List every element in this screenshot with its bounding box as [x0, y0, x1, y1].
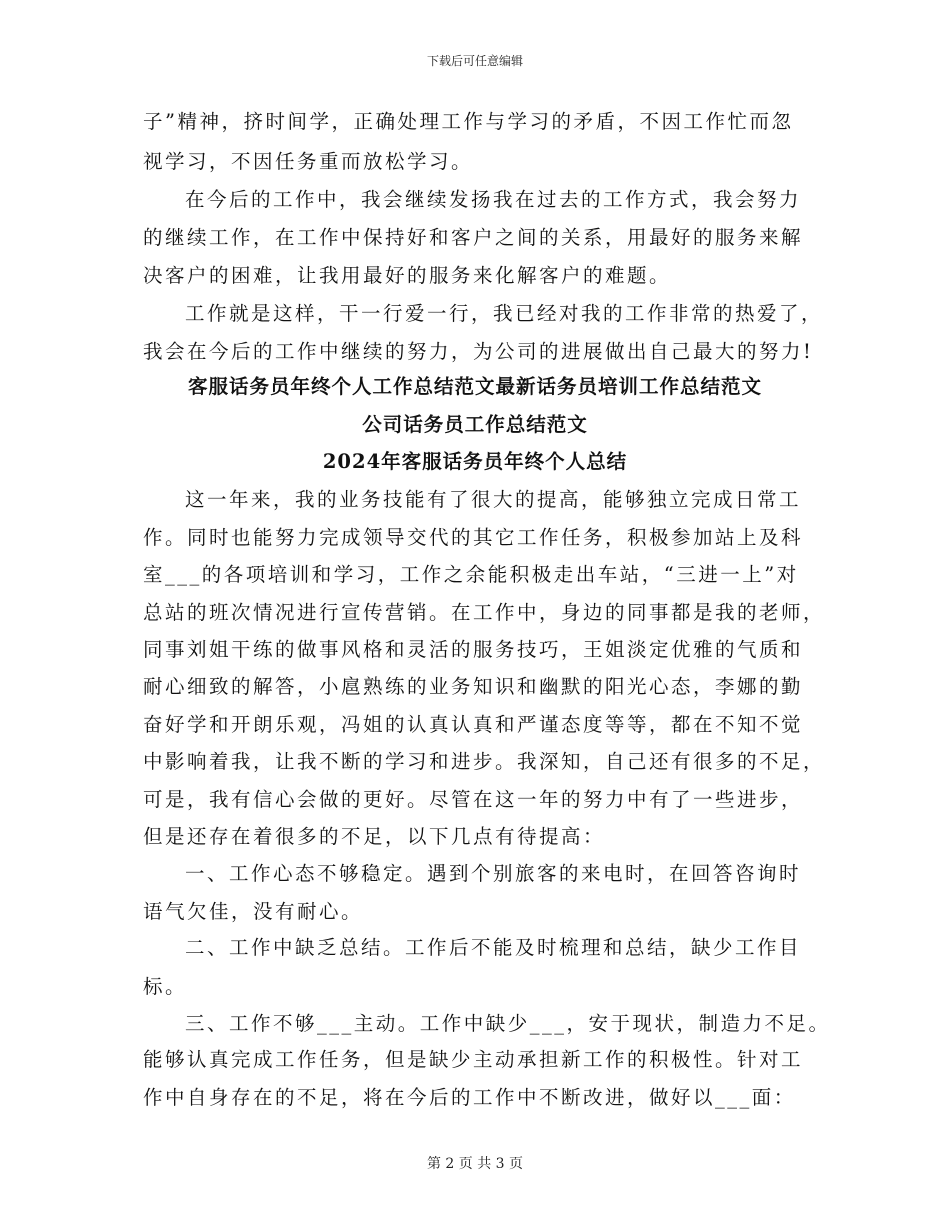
- page-header: 下载后可任意编辑: [426, 54, 523, 68]
- body-line: 奋好学和开朗乐观，冯姐的认真认真和严谨态度等等，都在不知不觉: [143, 713, 804, 736]
- body-line: 我会在今后的工作中继续的努力，为公司的进展做出自己最大的努力!: [143, 340, 814, 363]
- body-line: 室___的各项培训和学习，工作之余能积极走出车站，“三进一上”对: [143, 563, 799, 586]
- section-title: 客服话务员年终个人工作总结范文最新话务员培训工作总结范文: [187, 375, 762, 398]
- body-line: 决客户的困难，让我用最好的服务来化解客户的难题。: [143, 264, 672, 287]
- body-line: 可是，我有信心会做的更好。尽管在这一年的努力中有了一些进步，: [143, 788, 804, 811]
- body-line: 这一年来，我的业务技能有了很大的提高，能够独立完成日常工: [185, 488, 802, 511]
- body-line: 在今后的工作中，我会继续发扬我在过去的工作方式，我会努力: [185, 188, 802, 211]
- body-line: 二、工作中缺乏总结。工作后不能及时梳理和总结，缺少工作目: [185, 936, 802, 959]
- body-line: 中影响着我，让我不断的学习和进步。我深知，自己还有很多的不足，: [143, 750, 826, 773]
- body-line: 一、工作心态不够稳定。遇到个别旅客的来电时，在回答咨询时: [185, 862, 802, 885]
- body-line: 作。同时也能努力完成领导交代的其它工作任务，积极参加站上及科: [143, 526, 804, 549]
- body-line: 标。: [143, 975, 188, 998]
- body-line: 同事刘姐干练的做事风格和灵活的服务技巧，王姐淡定优雅的气质和: [143, 638, 804, 661]
- body-line: 但是还存在着很多的不足，以下几点有待提高：: [143, 825, 606, 848]
- body-line: 语气欠佳，没有耐心。: [143, 900, 364, 923]
- page-footer: 第 2 页 共 3 页: [426, 1156, 524, 1172]
- body-line: 耐心细致的解答，小扈熟练的业务知识和幽默的阳光心态，李娜的勤: [143, 675, 804, 698]
- section-title: 2024年客服话务员年终个人总结: [322, 450, 628, 473]
- section-title: 公司话务员工作总结范文: [362, 413, 588, 436]
- body-line: 能够认真完成工作任务，但是缺少主动承担新工作的积极性。针对工: [143, 1048, 804, 1071]
- body-line: 工作就是这样，干一行爱一行，我已经对我的工作非常的热爱了，: [185, 302, 824, 325]
- body-line: 子”精神，挤时间学，正确处理工作与学习的矛盾，不因工作忙而忽: [143, 110, 794, 133]
- body-line: 作中自身存在的不足，将在今后的工作中不断改进，做好以___面：: [143, 1086, 796, 1109]
- body-line: 总站的班次情况进行宣传营销。在工作中，身边的同事都是我的老师，: [143, 601, 826, 624]
- body-line: 视学习，不因任务重而放松学习。: [143, 150, 474, 173]
- body-line: 三、工作不够___主动。工作中缺少___，安于现状，制造力不足。: [185, 1012, 831, 1035]
- body-line: 的继续工作，在工作中保持好和客户之间的关系，用最好的服务来解: [143, 226, 804, 249]
